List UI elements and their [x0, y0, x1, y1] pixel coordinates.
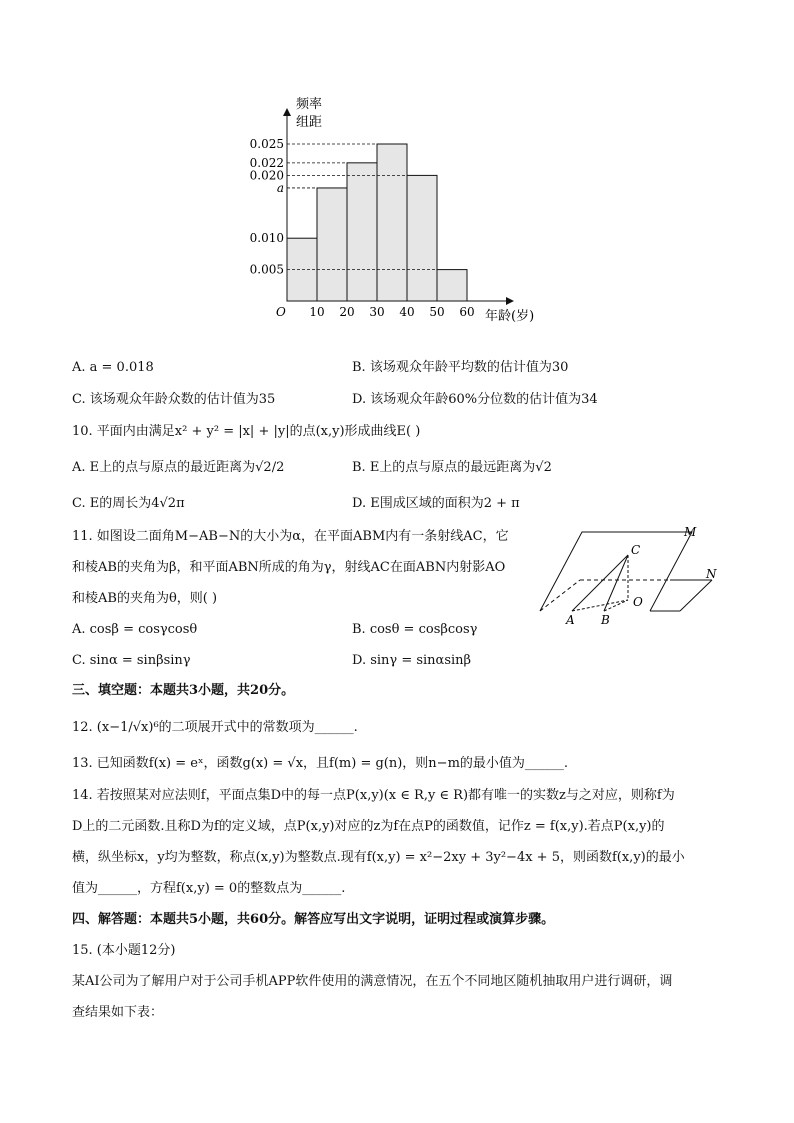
x-tick-label: 10: [309, 305, 325, 319]
q12: 12. (x−1/√x)⁶的二项展开式中的常数项为______.: [72, 720, 358, 735]
age-histogram: [240, 88, 560, 333]
q15-heading: 15. (本小题12分): [72, 943, 176, 958]
x-axis-label: 年龄(岁): [485, 309, 535, 324]
q15-line1: 某AI公司为了解用户对于公司手机APP软件使用的满意情况，在五个不同地区随机抽取用户进行调研，调: [72, 974, 673, 989]
q9-option-b: B. 该场观众年龄平均数的估计值为30: [352, 360, 569, 375]
histogram-bar: [347, 163, 377, 301]
label-o: O: [633, 595, 643, 609]
x-tick-label: 50: [429, 305, 445, 319]
label-n: N: [706, 567, 717, 581]
y-label-top: 频率: [296, 97, 323, 112]
dihedral-angle-figure: [530, 520, 725, 630]
y-tick-label: 0.010: [249, 231, 284, 246]
y-tick-label: 0.005: [249, 262, 284, 277]
q9-option-d: D. 该场观众年龄60%分位数的估计值为34: [352, 392, 598, 407]
q10-option-a: A. E上的点与原点的最近距离为√2/2: [72, 460, 285, 475]
q10-stem: 10. 平面内由满足x² + y² = |x| + |y|的点(x,y)形成曲线E( ): [72, 424, 421, 439]
q11-line3: 和棱AB的夹角为θ，则( ): [72, 591, 218, 606]
q11-option-a: A. cosβ = cosγcosθ: [72, 622, 198, 637]
q11-option-d: D. sinγ = sinαsinβ: [352, 653, 472, 668]
y-tick-label: a: [276, 180, 284, 195]
q11-line1: 11. 如图设二面角M−AB−N的大小为α，在平面ABM内有一条射线AC，它: [72, 529, 509, 544]
x-tick-label: 20: [339, 305, 355, 319]
histogram-bar: [377, 144, 407, 301]
x-tick-label: 60: [459, 305, 475, 319]
y-tick-label: 0.022: [249, 155, 284, 170]
label-b: B: [601, 613, 610, 627]
q11-option-c: C. sinα = sinβsinγ: [72, 653, 191, 668]
origin-label: O: [276, 305, 286, 319]
y-tick-label: 0.025: [249, 137, 284, 151]
x-tick-label: 30: [369, 305, 385, 319]
label-m: M: [684, 525, 697, 539]
section-3-heading: 三、填空题：本题共3小题，共20分。: [72, 683, 295, 698]
histogram-bar: [407, 175, 437, 301]
q14-line1: 14. 若按照某对应法则f，平面点集D中的每一点P(x,y)(x ∈ R,y ∈ R)都有唯一的实数z与之对应，则称f为: [72, 788, 675, 803]
q11-line2: 和棱AB的夹角为β，和平面ABN所成的角为γ，射线AC在面ABN内射影AO: [72, 560, 506, 575]
q10-option-b: B. E上的点与原点的最远距离为√2: [352, 460, 552, 475]
q15-line2: 查结果如下表：: [72, 1005, 164, 1020]
q9-option-c: C. 该场观众年龄众数的估计值为35: [72, 392, 276, 407]
label-a: A: [566, 613, 575, 627]
y-label-bottom: 组距: [296, 115, 323, 130]
q11-option-b: B. cosθ = cosβcosγ: [352, 622, 478, 637]
x-tick-label: 40: [399, 305, 415, 319]
q10-option-d: D. E围成区域的面积为2 + π: [352, 496, 520, 511]
section-4-heading: 四、解答题：本题共5小题，共60分。解答应写出文字说明，证明过程或演算步骤。: [72, 912, 555, 927]
q13: 13. 已知函数f(x) = eˣ，函数g(x) = √x，且f(m) = g(n)，则n−m的最小值为______.: [72, 756, 569, 771]
q14-line4: 值为______，方程f(x,y) = 0的整数点为______.: [72, 881, 346, 896]
y-tick-label: 0.020: [249, 168, 284, 183]
q10-option-c: C. E的周长为4√2π: [72, 496, 185, 511]
histogram-bar: [437, 270, 467, 301]
label-c: C: [631, 543, 641, 557]
q9-option-a: A. a = 0.018: [72, 360, 154, 375]
q14-line2: D上的二元函数.且称D为f的定义域，点P(x,y)对应的z为f在点P的函数值，记作z = f(x,y).若点P(x,y)的: [72, 819, 665, 834]
histogram-bar: [317, 188, 347, 301]
q14-line3: 横，纵坐标x，y均为整数，称点(x,y)为整数点.现有f(x,y) = x²−2xy + 3y²−4x + 5，则函数f(x,y)的最小: [72, 850, 685, 865]
